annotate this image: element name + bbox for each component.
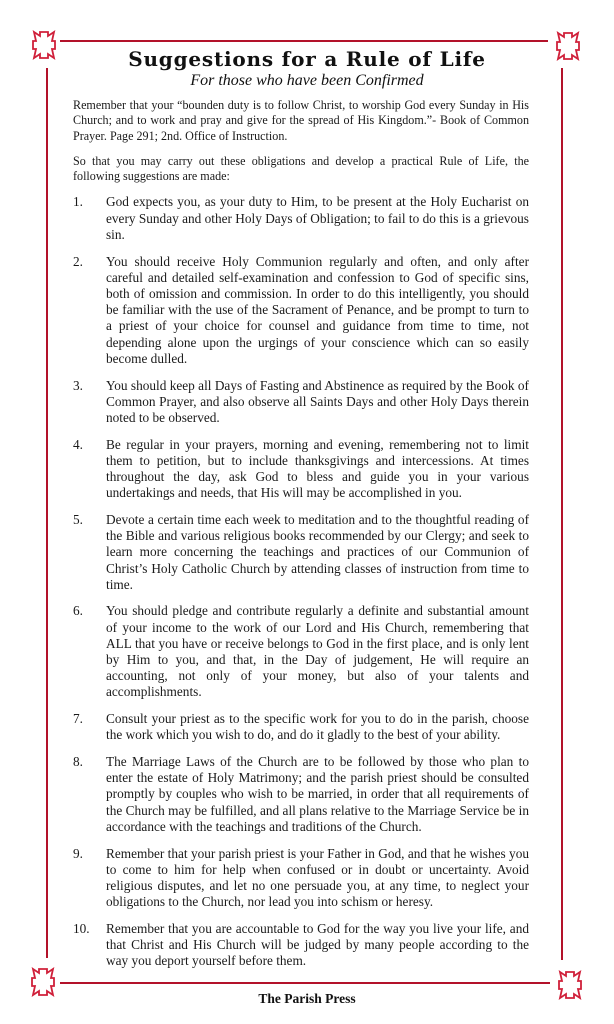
bottom-border-line <box>60 982 550 984</box>
intro-paragraph: Remember that your “bounden duty is to follow Christ, to worship God every Sunday in His Church; and to work and pray and give for the spread of His Kingdom.”- Book of Common Prayer. Page 291; 2nd. Office of Instruction. <box>73 98 529 143</box>
rule-number: 8. <box>73 754 83 770</box>
list-item <box>73 921 529 970</box>
rule-number: 9. <box>73 845 83 861</box>
rule-number: 5. <box>73 511 83 527</box>
rule-number: 7. <box>73 711 83 727</box>
rule-number: 2. <box>73 253 83 269</box>
list-item <box>73 846 529 911</box>
top-border-line <box>60 40 548 42</box>
list-item <box>73 711 529 743</box>
rule-text: God expects you, as your duty to Him, to be present at the Holy Eucharist on every Sunday and other Holy Days of Obligation; to fail to do this is a grievous sin. <box>106 194 529 242</box>
rule-text: Remember that your parish priest is your Father in God, and that he wishes you to come to him for help when confused or in doubt or uncertainty. Avoid religious disputes, and let no one persuade you, at any time, to neglect your obligations to the Church, nor lead you into schism or heresy. <box>106 845 529 910</box>
intro-paragraph: So that you may carry out these obligations and develop a practical Rule of Life, the following suggestions are made: <box>73 153 529 184</box>
right-border-line <box>561 68 563 960</box>
document-body <box>73 98 529 980</box>
rule-text: Remember that you are accountable to God for the way you live your life, and that Christ and His Church will be judged by many people according to the way you deport yourself before them. <box>106 920 529 969</box>
list-item <box>73 603 529 700</box>
rule-text: Consult your priest as to the specific work for you to do in the parish, choose the work which you wish to do, and do it gladly to the best of your ability. <box>106 711 529 743</box>
publisher-footer: The Parish Press <box>258 991 356 1006</box>
rule-text: You should receive Holy Communion regularly and often, and only after careful and detailed self-examination and confession to God of specific sins, both of omission and commission. In order to do this intelligently, you should be familiar with the use of the Sacrament of Penance, and be prompt to turn to a priest of your choice for counsel and guidance from time to time, not depending alone upon the urgings of your conscience which can so easily become dulled. <box>106 253 529 366</box>
left-border-line <box>46 68 48 958</box>
page-subtitle: For those who have been Confirmed <box>190 72 424 89</box>
list-item <box>73 194 529 243</box>
rule-number: 6. <box>73 603 83 619</box>
list-item <box>73 754 529 835</box>
list-item <box>73 378 529 427</box>
list-item <box>73 254 529 367</box>
rule-text: You should keep all Days of Fasting and Abstinence as required by the Book of Common Prayer, and also observe all Saints Days and other Holy Days therein noted to be observed. <box>106 377 529 425</box>
rules-list <box>73 194 529 969</box>
rule-number: 10. <box>73 920 90 936</box>
list-item <box>73 437 529 502</box>
rule-text: The Marriage Laws of the Church are to be followed by those who plan to enter the estate of Holy Matrimony; and the parish priest should be consulted promptly by couples who wish to be married, in order that all requirements of the Church may be fulfilled, and all plans relative to the Marriage Service be in accordance with the teachings and traditions of the Church. <box>106 754 529 834</box>
list-item <box>73 512 529 593</box>
rule-text: You should pledge and contribute regularly a definite and substantial amount of your income to the work of our Lord and His Church, remembering that ALL that you have or receive belongs to God in the first place, and is only lent by Him to you, and that, in the Day of judgement, He will require an accounting, not only of your money, but also of your talents and accomplishments. <box>106 603 529 700</box>
page-title: Suggestions for a Rule of Life <box>128 47 486 71</box>
rule-text: Be regular in your prayers, morning and evening, remembering not to limit them to petition, but to include thanksgivings and intercessions. At times throughout the day, ask God to bless and guide you in your various undertakings and needs, that His will may be accomplished in you. <box>106 436 529 501</box>
rule-number: 3. <box>73 377 83 393</box>
rule-number: 1. <box>73 194 83 210</box>
rule-number: 4. <box>73 436 83 452</box>
rule-text: Devote a certain time each week to meditation and to the thoughtful reading of the Bible and various religious books recommended by our Clergy; and seek to learn more concerning the teachings and practices of our Communion of Christ’s Holy Catholic Church by attending classes of instruction from time to time. <box>106 511 529 592</box>
